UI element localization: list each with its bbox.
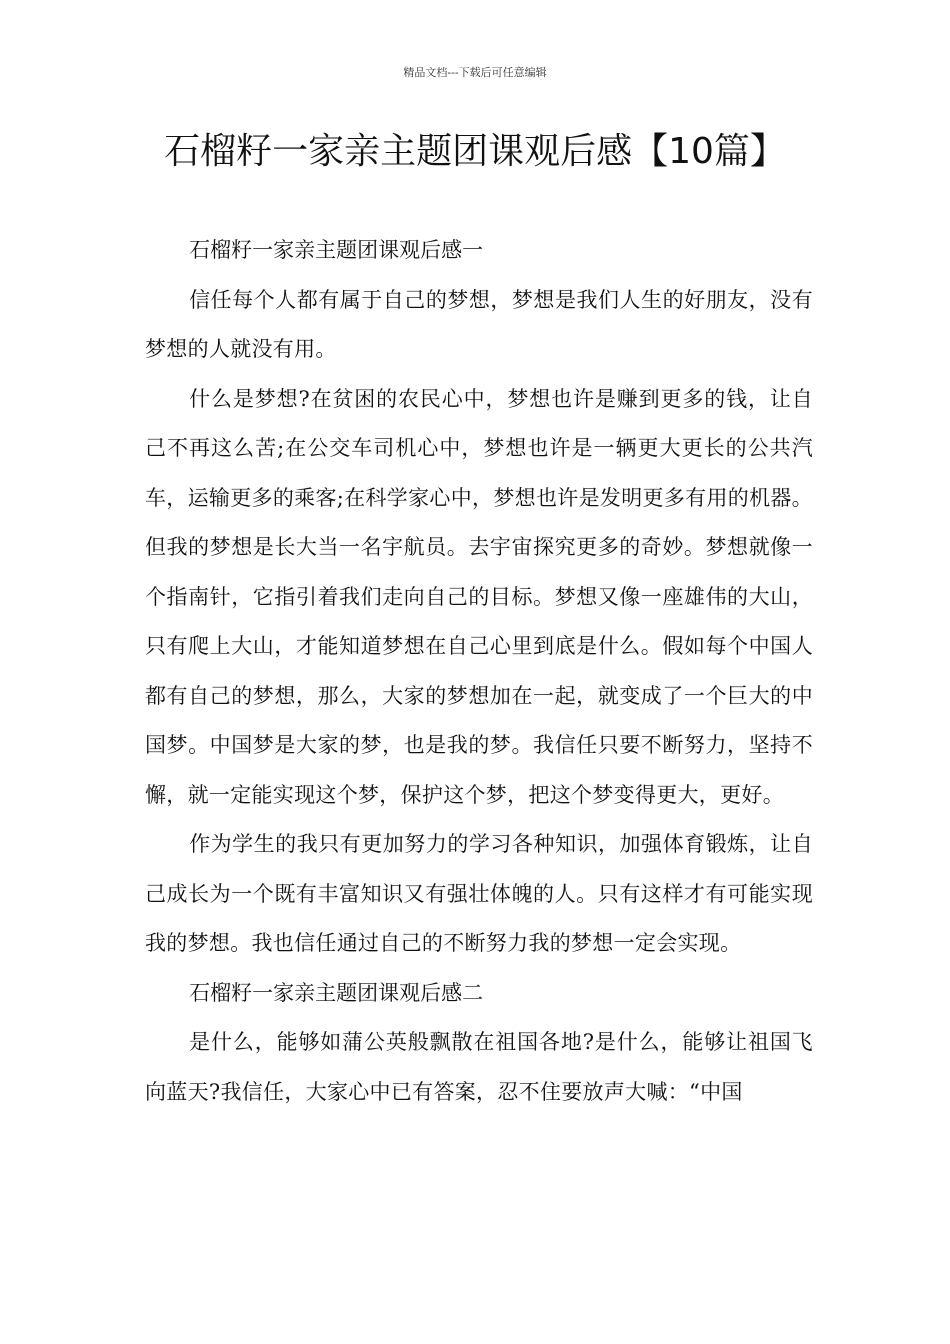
paragraph: 信任每个人都有属于自己的梦想，梦想是我们人生的好朋友，没有梦想的人就没有用。 (145, 287, 813, 361)
paragraph: 是什么，能够如蒲公英般飘散在祖国各地?是什么，能够让祖国飞向蓝天?我信任，大家心中已有答案，忍不住要放声大喊：“中国 (145, 1030, 813, 1104)
page-header-note: 精品文档---下载后可任意编辑 (403, 66, 547, 79)
section-heading-1: 石榴籽一家亲主题团课观后感一 (189, 238, 484, 262)
document-title: 石榴籽一家亲主题团课观后感【10篇】 (164, 131, 786, 172)
document-body (145, 226, 813, 1117)
paragraph: 什么是梦想?在贫困的农民心中，梦想也许是赚到更多的钱，让自己不再这么苦;在公交车司机心中，梦想也许是一辆更大更长的公共汽车，运输更多的乘客;在科学家心中，梦想也许是发明更多有用的机器。但我的梦想是长大当一名宇航员。去宇宙探究更多的奇妙。梦想就像一个指南针，它指引着我们走向自己的目标。梦想又像一座雄伟的大山，只有爬上大山，才能知道梦想在自己心里到底是什么。假如每个中国人都有自己的梦想，那么，大家的梦想加在一起，就变成了一个巨大的中国梦。中国梦是大家的梦，也是我的梦。我信任只要不断努力，坚持不懈，就一定能实现这个梦，保护这个梦，把这个梦变得更大，更好。 (145, 386, 813, 807)
paragraph: 作为学生的我只有更加努力的学习各种知识，加强体育锻炼，让自己成长为一个既有丰富知识又有强壮体魄的人。只有这样才有可能实现我的梦想。我也信任通过自己的不断努力我的梦想一定会实现。 (145, 832, 813, 955)
section-heading-2: 石榴籽一家亲主题团课观后感二 (189, 980, 484, 1005)
